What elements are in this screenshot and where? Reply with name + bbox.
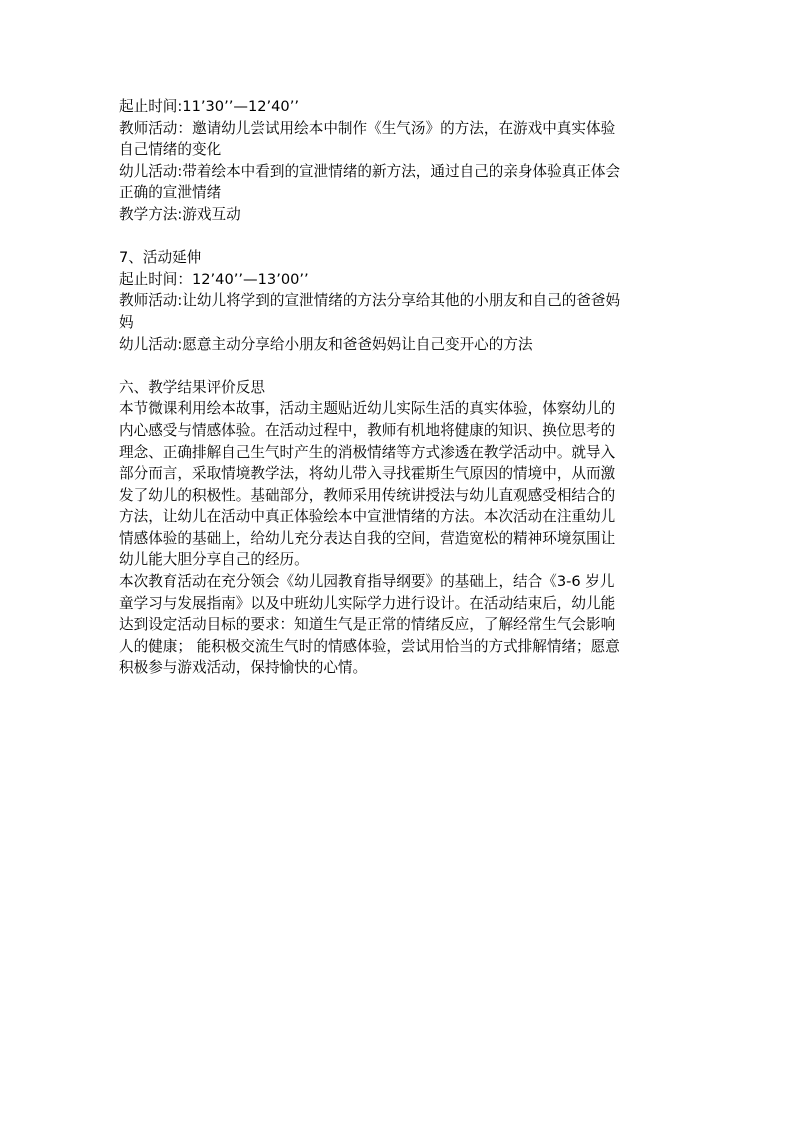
paragraph-line: 本节微课利用绘本故事，活动主题贴近幼儿实际生活的真实体验，体察幼儿的 [119, 400, 616, 418]
teacher-activity-line: 教师活动：邀请幼儿尝试用绘本中制作《生气汤》的方法，在游戏中真实体验 [119, 119, 616, 137]
time-range: 起止时间：12’40’’—13’00’’ [119, 270, 309, 288]
teacher-activity-line: 妈 [119, 313, 134, 331]
paragraph-line: 达到设定活动目标的要求：知道生气是正常的情绪反应，了解经常生气会影响 [119, 616, 616, 634]
paragraph-line: 幼儿能大胆分享自己的经历。 [119, 551, 309, 569]
spacer [119, 355, 675, 377]
paragraph-line: 发了幼儿的积极性。基础部分，教师采用传统讲授法与幼儿直观感受相结合的 [119, 486, 616, 504]
teacher-activity-line: 自己情绪的变化 [119, 141, 222, 159]
paragraph-line: 人的健康； 能积极交流生气时的情感体验，尝试用恰当的方式排解情绪；愿意 [119, 637, 620, 655]
paragraph-line: 情感体验的基础上，给幼儿充分表达自我的空间，营造宽松的精神环境氛围让 [119, 529, 616, 547]
paragraph-line: 积极参与游戏活动，保持愉快的心情。 [119, 659, 368, 677]
paragraph-line: 方法，让幼儿在活动中真正体验绘本中宣泄情绪的方法。本次活动在注重幼儿 [119, 508, 616, 526]
child-activity-line: 正确的宣泄情绪 [119, 184, 222, 202]
paragraph-line: 内心感受与情感体验。在活动过程中，教师有机地将健康的知识、换位思考的 [119, 421, 616, 439]
teacher-activity-line: 教师活动:让幼儿将学到的宣泄情绪的方法分享给其他的小朋友和自己的爸爸妈 [119, 292, 621, 310]
section-heading: 7、活动延伸 [119, 249, 202, 267]
spacer [119, 226, 675, 248]
child-activity-line: 幼儿活动:愿意主动分享给小朋友和爸爸妈妈让自己变开心的方法 [119, 335, 533, 353]
time-range: 起止时间:11’30’’—12’40’’ [119, 98, 299, 115]
paragraph-line: 部分而言，采取情境教学法，将幼儿带入寻找霍斯生气原因的情境中，从而激 [119, 465, 616, 483]
document-body [119, 96, 675, 679]
paragraph-line: 本次教育活动在充分领会《幼儿园教育指导纲要》的基础上，结合《3-6 岁儿 [119, 573, 615, 591]
section-heading: 六、教学结果评价反思 [119, 378, 265, 396]
child-activity-line: 幼儿活动:带着绘本中看到的宣泄情绪的新方法，通过自己的亲身体验真正体会 [119, 162, 621, 180]
paragraph-line: 理念、正确排解自己生气时产生的消极情绪等方式渗透在教学活动中。就导入 [119, 443, 616, 461]
teaching-method: 教学方法:游戏互动 [119, 205, 241, 223]
paragraph-line: 童学习与发展指南》以及中班幼儿实际学力进行设计。在活动结束后，幼儿能 [119, 594, 616, 612]
